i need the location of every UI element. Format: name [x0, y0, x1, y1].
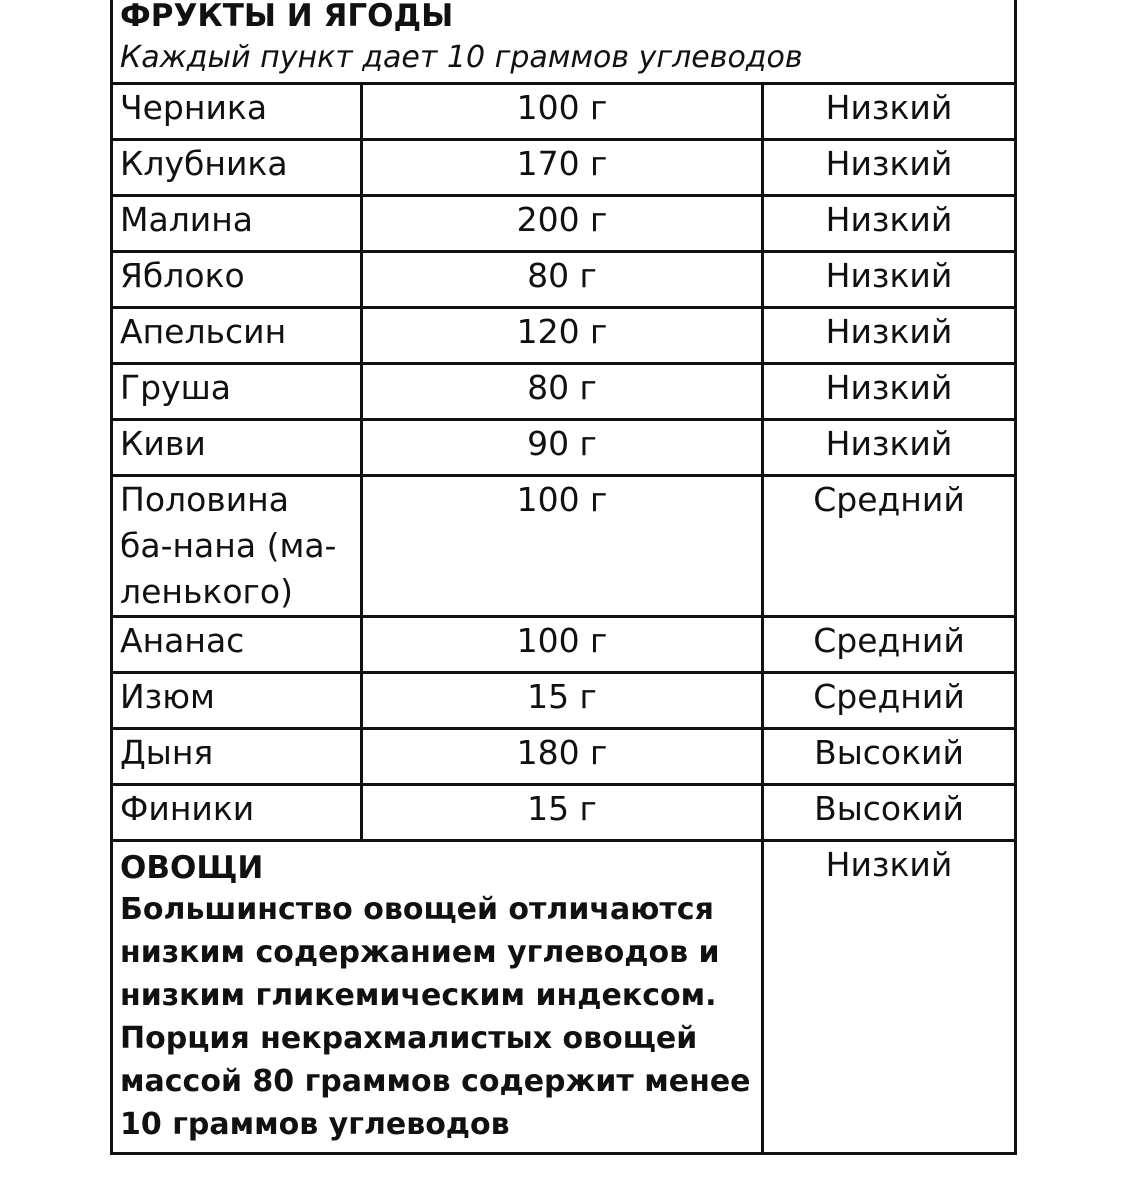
fruit-amount: 80 г — [362, 252, 763, 308]
fruit-name: Малина — [112, 196, 362, 252]
fruit-name: Груша — [112, 364, 362, 420]
fruit-name: Дыня — [112, 729, 362, 785]
table-row — [112, 140, 1016, 196]
fruit-amount: 100 г — [362, 84, 763, 140]
fruits-header-cell — [112, 0, 1016, 84]
table-row — [112, 84, 1016, 140]
fruit-amount: 200 г — [362, 196, 763, 252]
fruit-amount: 170 г — [362, 140, 763, 196]
fruit-name: Киви — [112, 420, 362, 476]
table-row — [112, 420, 1016, 476]
table-row — [112, 785, 1016, 841]
table-row — [112, 252, 1016, 308]
fruit-gi: Средний — [763, 673, 1016, 729]
fruit-gi: Средний — [763, 617, 1016, 673]
table-row — [112, 196, 1016, 252]
fruit-gi: Низкий — [763, 308, 1016, 364]
table-row — [112, 364, 1016, 420]
fruits-subtitle: Каждый пункт дает 10 граммов углеводов — [120, 40, 803, 75]
fruit-gi: Низкий — [763, 252, 1016, 308]
fruits-title: ФРУКТЫ И ЯГОДЫ — [120, 0, 454, 34]
fruit-gi: Низкий — [763, 196, 1016, 252]
table-row — [112, 308, 1016, 364]
vegetables-row — [112, 841, 1016, 1154]
fruit-amount: 180 г — [362, 729, 763, 785]
fruit-amount: 100 г — [362, 617, 763, 673]
fruit-amount: 100 г — [362, 476, 763, 617]
fruit-amount: 80 г — [362, 364, 763, 420]
fruit-name: Финики — [112, 785, 362, 841]
fruit-gi: Низкий — [763, 140, 1016, 196]
fruit-amount: 90 г — [362, 420, 763, 476]
fruit-gi: Низкий — [763, 420, 1016, 476]
vegetables-text: Большинство овощей отличаются низким содержанием углеводов и низким гликемическим индексом. Порция некрахмалистых овощей массой 80 граммов содержит менее 10 граммов углеводов — [120, 892, 751, 1142]
fruit-name: Изюм — [112, 673, 362, 729]
fruit-gi: Высокий — [763, 729, 1016, 785]
fruit-gi: Низкий — [763, 364, 1016, 420]
fruit-name: Клубника — [112, 140, 362, 196]
fruit-amount: 120 г — [362, 308, 763, 364]
table-row — [112, 617, 1016, 673]
fruit-gi: Низкий — [763, 84, 1016, 140]
table-row — [112, 476, 1016, 617]
fruit-name: Апельсин — [112, 308, 362, 364]
fruit-name: Ананас — [112, 617, 362, 673]
fruit-amount: 15 г — [362, 785, 763, 841]
fruit-name: Яблоко — [112, 252, 362, 308]
table-row — [112, 729, 1016, 785]
vegetables-cell — [112, 841, 763, 1154]
fruit-gi: Высокий — [763, 785, 1016, 841]
fruits-header-row — [112, 0, 1016, 84]
carb-table — [110, 0, 1017, 1155]
fruit-amount: 15 г — [362, 673, 763, 729]
vegetables-gi: Низкий — [763, 841, 1016, 1154]
fruit-name: Черника — [112, 84, 362, 140]
fruit-name: Половина ба-нана (ма-ленького) — [112, 476, 362, 617]
vegetables-title: ОВОЩИ — [120, 850, 264, 886]
fruit-gi: Средний — [763, 476, 1016, 617]
table-row — [112, 673, 1016, 729]
